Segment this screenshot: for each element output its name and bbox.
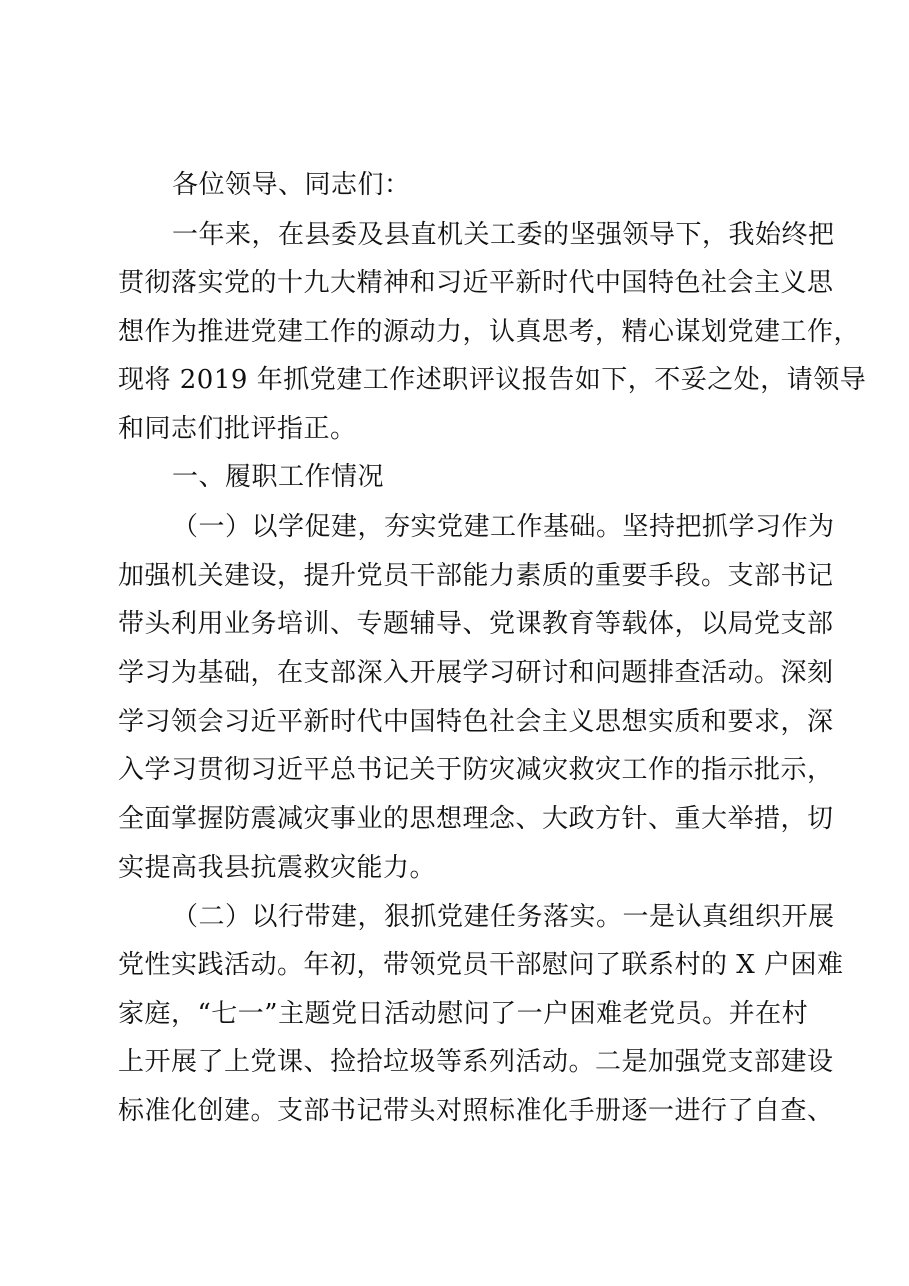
- paragraph-line: 入学习贯彻习近平总书记关于防灾减灾救灾工作的指示批示，: [118, 755, 834, 785]
- paragraph-line: 学习领会习近平新时代中国特色社会主义思想实质和要求，深: [118, 707, 834, 737]
- paragraph-line: 实提高我县抗震救灾能力。: [118, 853, 437, 883]
- paragraph-line: 和同志们批评指正。: [118, 414, 357, 444]
- paragraph-line: 贯彻落实党的十九大精神和习近平新时代中国特色社会主义思: [118, 268, 834, 298]
- paragraph-line: 带头利用业务培训、专题辅导、党课教育等载体，以局党支部: [118, 609, 834, 639]
- paragraph-line: 想作为推进党建工作的源动力，认真思考，精心谋划党建工作，: [118, 317, 861, 347]
- paragraph-line: 现将 2019 年抓党建工作述职评议报告如下，不妥之处，请领导: [118, 365, 867, 395]
- paragraph-line: 全面掌握防震减灾事业的思想理念、大政方针、重大举措，切: [118, 804, 834, 834]
- paragraph-line: 一年来，在县委及县直机关工委的坚强领导下，我始终把: [172, 220, 835, 250]
- salutation: 各位领导、同志们：: [172, 170, 411, 200]
- paragraph-line: 家庭，“七一”主题党日活动慰问了一户困难老党员。并在村: [118, 999, 809, 1029]
- paragraph-line: 标准化创建。支部书记带头对照标准化手册逐一进行了自查、: [118, 1096, 834, 1126]
- section-heading: 一、履职工作情况: [172, 462, 385, 492]
- paragraph-line: 学习为基础，在支部深入开展学习研讨和问题排查活动。深刻: [118, 658, 834, 688]
- paragraph-line: （二）以行带建，狠抓党建任务落实。一是认真组织开展: [172, 902, 835, 932]
- paragraph-line: （一）以学促建，夯实党建工作基础。坚持把抓学习作为: [172, 512, 835, 542]
- paragraph-line: 上开展了上党课、捡拾垃圾等系列活动。二是加强党支部建设: [118, 1047, 834, 1077]
- paragraph-line: 加强机关建设，提升党员干部能力素质的重要手段。支部书记: [118, 561, 834, 591]
- paragraph-line: 党性实践活动。年初，带领党员干部慰问了联系村的 X 户困难: [118, 950, 844, 980]
